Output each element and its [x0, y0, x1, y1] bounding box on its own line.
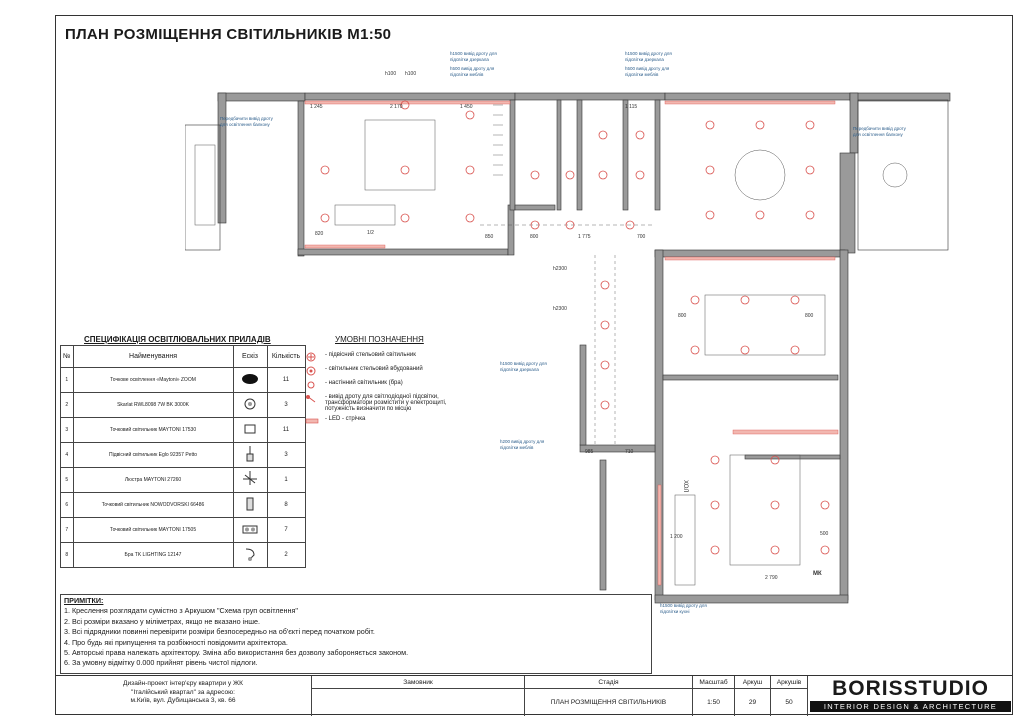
wire-outlet-symbol-icon: [305, 394, 325, 404]
note-item: 5. Авторські права належать архітектору. Зміна або використання без дозволу забороняється законом.: [64, 648, 409, 658]
legend-item: - настінний світильник (бра): [305, 380, 465, 390]
svg-text:h500 вивід дроту для: h500 вивід дроту для: [625, 66, 670, 71]
spec-header-num: №: [61, 346, 74, 368]
studio-logo: BORISSTUDIO INTERIOR DESIGN & ARCHITECTURE: [807, 676, 1013, 716]
customer-cell: Замовник: [311, 676, 524, 716]
spec-row: 3 Точковий світильник MAYTONI 17530 11: [61, 418, 306, 443]
led-strip-symbol-icon: [305, 416, 325, 426]
svg-text:2 170: 2 170: [390, 104, 403, 110]
svg-text:710: 710: [625, 449, 634, 455]
legend-item: - LED - стрічка: [305, 416, 465, 426]
legend-title: УМОВНІ ПОЗНАЧЕННЯ: [335, 335, 424, 344]
svg-text:МК: МК: [813, 571, 822, 577]
svg-text:Передбачити вивід дроту: Передбачити вивід дроту: [853, 126, 906, 131]
spec-header-sketch: Ескіз: [233, 346, 267, 368]
svg-text:1/2: 1/2: [367, 230, 374, 236]
svg-text:h2300: h2300: [553, 266, 567, 272]
project-description: Дизайн-проект інтер'єру квартири у ЖК "Італійський квартал" за адресою: м.Київ, вул. Дубищанська 3, кв. 66: [123, 680, 243, 704]
spec-row: 4 Підвісний світильник Eglo 92357 Petto 3: [61, 443, 306, 468]
pendant-symbol-icon: [305, 352, 325, 362]
svg-text:підсвітки дзеркала: підсвітки дзеркала: [625, 57, 664, 62]
spec-row: 5 Люстра MAYTONI 27260 1: [61, 468, 306, 493]
wall-sconce-sketch-icon: [240, 546, 260, 562]
title-block: [55, 675, 1013, 715]
note-item: 6. За умовну відмітку 0.000 прийнят рівень чистої підлоги.: [64, 658, 258, 668]
svg-text:985: 985: [585, 449, 594, 455]
svg-text:підсвітки дзеркала: підсвітки дзеркала: [450, 57, 489, 62]
svg-text:ХОЛ: ХОЛ: [682, 480, 688, 493]
svg-text:1 450: 1 450: [460, 104, 473, 110]
legend: [305, 352, 465, 430]
svg-text:850: 850: [485, 234, 494, 240]
svg-text:1 200: 1 200: [670, 534, 683, 540]
svg-text:500: 500: [820, 531, 829, 537]
square-spot-sketch-icon: [240, 422, 260, 436]
spec-row: 2 Skarlat RWL8098 7W BK 3000K 3: [61, 393, 306, 418]
note-item: 2. Всі розміри вказано у міліметрах, якщо не вказано інше.: [64, 616, 260, 626]
legend-item: - світильник стельовий вбудований: [305, 366, 465, 376]
svg-text:для освітлення балкону: для освітлення балкону: [853, 132, 903, 137]
spec-table: [60, 345, 306, 568]
wall-sconce-symbol-icon: [305, 380, 325, 390]
svg-text:h1500 вивід дроту для: h1500 вивід дроту для: [450, 51, 497, 56]
spec-row: 7 Точковий світильник MAYTONI 17505 7: [61, 518, 306, 543]
svg-text:1 115: 1 115: [625, 104, 638, 110]
notes-title: ПРИМІТКИ:: [64, 596, 104, 605]
cylinder-spot-sketch-icon: [240, 496, 260, 512]
svg-text:h1500 вивід дроту для: h1500 вивід дроту для: [660, 603, 707, 608]
svg-text:h1500 вивід дроту для: h1500 вивід дроту для: [500, 361, 547, 366]
svg-text:підсвітки меблів: підсвітки меблів: [450, 72, 484, 77]
svg-text:800: 800: [530, 234, 539, 240]
note-item: 1. Креслення розглядати сумістно з Аркушом "Схема груп освітлення": [64, 606, 298, 616]
pendant-sketch-icon: [240, 446, 260, 462]
svg-text:h100: h100: [385, 71, 397, 77]
chandelier-sketch-icon: [240, 471, 260, 487]
sheet-cell: Аркуш 29: [734, 676, 770, 716]
svg-text:800: 800: [678, 313, 687, 319]
sheets-cell: Аркушів 50: [770, 676, 807, 716]
svg-text:підсвітки кухні: підсвітки кухні: [660, 609, 690, 614]
note-item: 3. Всі підрядники повинні перевірити розміри безпосередньо на об'єкті перед початком робіт.: [64, 627, 375, 637]
round-downlight-sketch-icon: [240, 397, 260, 411]
svg-text:2 790: 2 790: [765, 575, 778, 581]
svg-text:1 245: 1 245: [310, 104, 323, 110]
spec-row: 1 Точкове освітлення «Maytoni» ZOOM 11: [61, 368, 306, 393]
notes-box: [60, 594, 652, 674]
page-title: ПЛАН РОЗМІЩЕННЯ СВІТИЛЬНИКІВ М1:50: [65, 26, 392, 43]
svg-text:h1500 вивід дроту для: h1500 вивід дроту для: [625, 51, 672, 56]
svg-text:800: 800: [805, 313, 814, 319]
scale-cell: Масштаб 1:50: [692, 676, 734, 716]
svg-text:підсвітки меблів: підсвітки меблів: [500, 445, 534, 450]
spec-row: 6 Точковий світильник NOWODVORSKI 66486 8: [61, 493, 306, 518]
svg-text:h100: h100: [405, 71, 417, 77]
recessed-light-symbol-icon: [305, 366, 325, 376]
svg-text:Передбачити вивід дроту: Передбачити вивід дроту: [220, 116, 273, 121]
svg-text:h500 вивід дроту для: h500 вивід дроту для: [450, 66, 495, 71]
svg-text:820: 820: [315, 231, 324, 237]
spotlight-sketch-icon: [240, 372, 260, 386]
spec-header-name: Найменування: [73, 346, 233, 368]
svg-text:підсвітки меблів: підсвітки меблів: [625, 72, 659, 77]
double-spot-sketch-icon: [240, 522, 260, 536]
svg-text:підсвітки дзеркала: підсвітки дзеркала: [500, 367, 539, 372]
legend-item: - вивід дроту для світлодіодної підсвітки, трансформатори розмістити у електрощиті, потужність визначити по місцю: [305, 394, 465, 412]
stage-cell: Стадія ПЛАН РОЗМІЩЕННЯ СВІТИЛЬНИКІВ: [524, 676, 692, 716]
svg-text:для освітлення балкону: для освітлення балкону: [220, 122, 270, 127]
svg-text:1 775: 1 775: [578, 234, 591, 240]
svg-text:h200 вивід дроту для: h200 вивід дроту для: [500, 439, 545, 444]
legend-item: - підвісний стельовий світильник: [305, 352, 465, 362]
spec-title: СПЕЦИФІКАЦІЯ ОСВІТЛЮВАЛЬНИХ ПРИЛАДІВ: [84, 335, 271, 344]
svg-text:700: 700: [637, 234, 646, 240]
note-item: 4. Про будь які припущення та розбіжності повідомити архітектора.: [64, 637, 288, 647]
spec-row: 8 Бра TK LIGHTING 12147 2: [61, 543, 306, 568]
svg-text:h2300: h2300: [553, 306, 567, 312]
spec-header-qty: Кількість: [267, 346, 305, 368]
